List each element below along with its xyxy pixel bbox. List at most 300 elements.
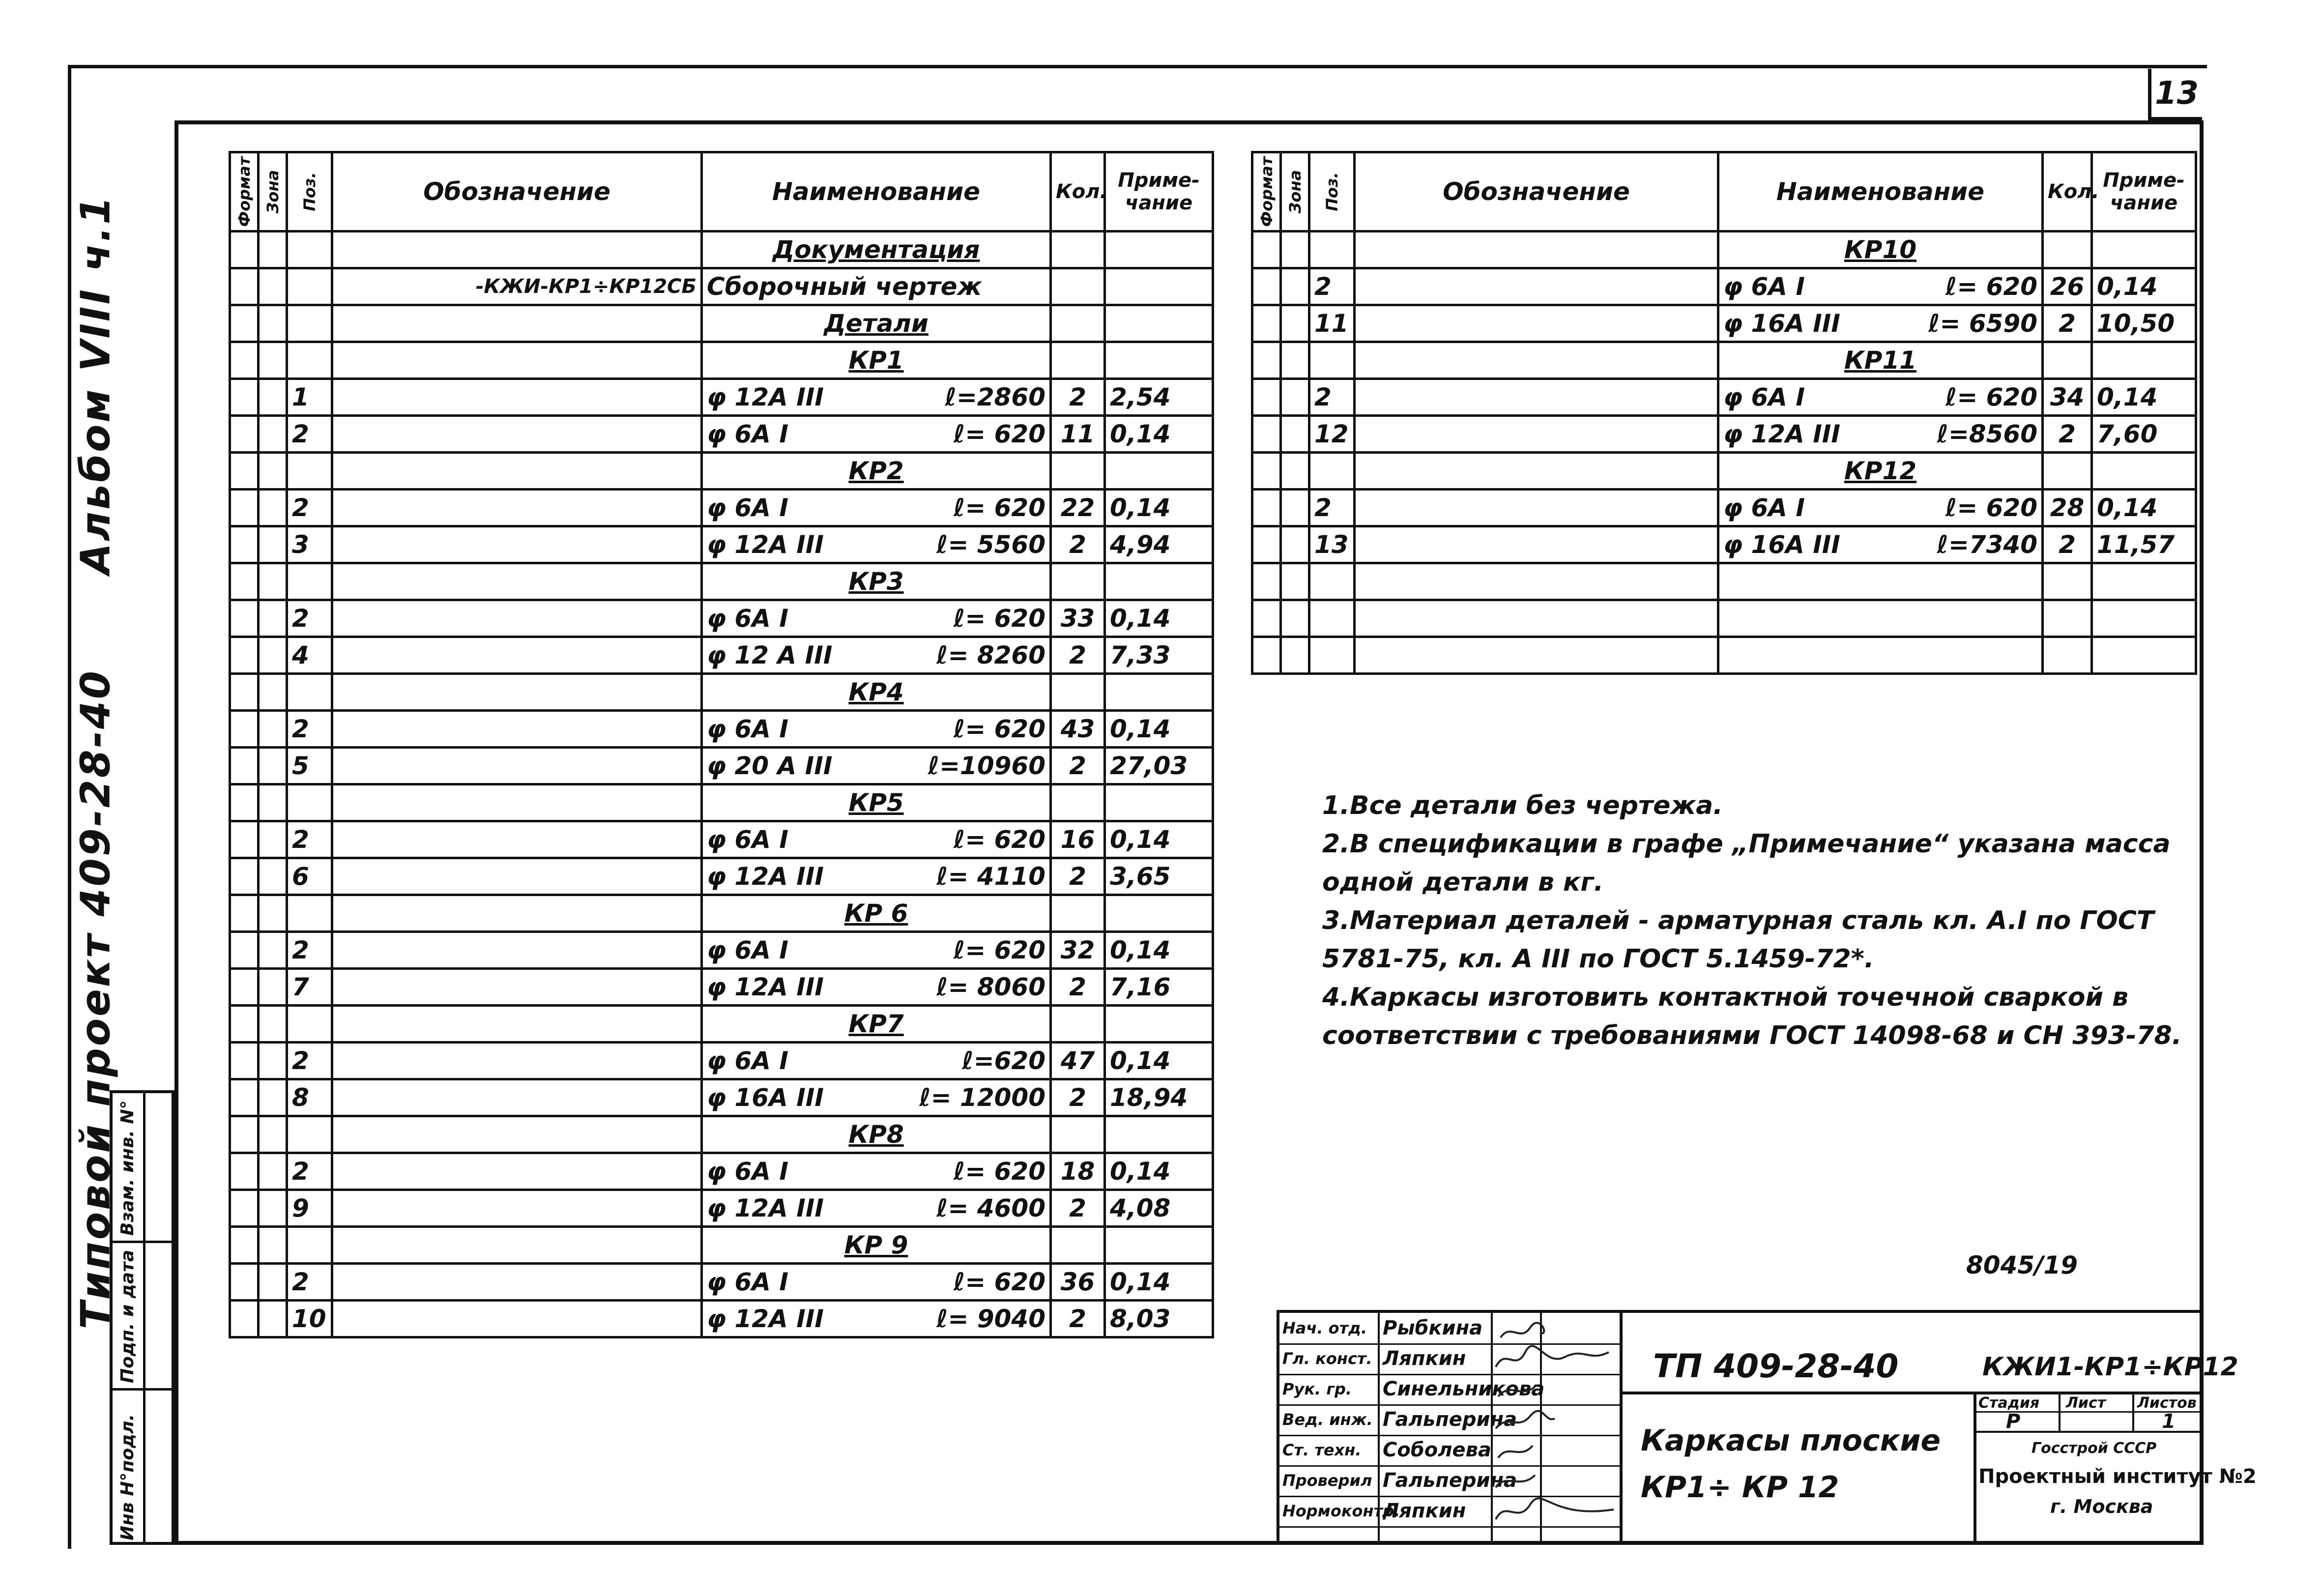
section-title: Документация bbox=[772, 235, 980, 264]
cell-pos bbox=[1309, 600, 1355, 637]
cell-format bbox=[230, 268, 259, 305]
cell-qty: 2 bbox=[1051, 1301, 1105, 1337]
cell-designation bbox=[332, 1264, 702, 1301]
item-length: ℓ= 9040 bbox=[936, 1305, 1045, 1333]
tb-sheet-label: Лист bbox=[2066, 1394, 2106, 1412]
cell-name bbox=[1718, 453, 2043, 490]
cell-note bbox=[2092, 453, 2196, 490]
cell-note: 18,94 bbox=[1105, 1079, 1213, 1116]
cell-format bbox=[230, 1006, 259, 1043]
cell-note bbox=[2092, 600, 2196, 637]
cell-pos bbox=[287, 268, 332, 305]
cell-name bbox=[1718, 305, 2043, 342]
cell-note: 11,57 bbox=[2092, 526, 2196, 563]
cell-name bbox=[702, 932, 1051, 969]
cell-format bbox=[230, 1116, 259, 1153]
cell-designation bbox=[332, 932, 702, 969]
name-wrap bbox=[707, 1157, 1045, 1186]
cell-pos: 2 bbox=[287, 1264, 332, 1301]
cell-designation bbox=[332, 600, 702, 637]
cell-note: 0,14 bbox=[1105, 600, 1213, 637]
stamp-label-inv: Инв Н°подл. bbox=[117, 1414, 138, 1540]
item-name: φ 6A I bbox=[707, 1157, 789, 1186]
cell-format bbox=[230, 821, 259, 858]
cell-zone bbox=[259, 711, 287, 748]
cell-format bbox=[230, 1227, 259, 1264]
cell-format bbox=[230, 1079, 259, 1116]
cell-designation bbox=[332, 379, 702, 416]
cell-qty: 2 bbox=[1051, 1190, 1105, 1227]
section-row bbox=[230, 305, 1213, 342]
cell-note bbox=[2092, 232, 2196, 268]
section-title: КР7 bbox=[848, 1010, 904, 1038]
cell-pos bbox=[287, 1227, 332, 1264]
cell-designation bbox=[1355, 379, 1718, 416]
cell-zone bbox=[259, 1079, 287, 1116]
cell-zone bbox=[259, 1153, 287, 1190]
item-name: Сборочный чертеж bbox=[707, 272, 982, 301]
tb-person-name: Ляпкин bbox=[1383, 1500, 1466, 1522]
table-row bbox=[230, 600, 1213, 637]
table-row bbox=[230, 1079, 1213, 1116]
tb-title-1: Каркасы плоские bbox=[1641, 1423, 1941, 1458]
cell-qty bbox=[1051, 342, 1105, 379]
cell-note bbox=[2092, 342, 2196, 379]
section-row bbox=[230, 453, 1213, 490]
table-row bbox=[230, 1043, 1213, 1079]
section-row bbox=[230, 895, 1213, 932]
cell-zone bbox=[1281, 268, 1309, 305]
cell-name bbox=[702, 232, 1051, 268]
cell-format bbox=[230, 969, 259, 1006]
cell-qty: 36 bbox=[1051, 1264, 1105, 1301]
cell-zone bbox=[1281, 563, 1309, 600]
cell-qty: 32 bbox=[1051, 932, 1105, 969]
col-name: Наименование bbox=[1718, 152, 2043, 232]
col-note: Приме-чание bbox=[1105, 152, 1213, 232]
cell-format bbox=[230, 637, 259, 674]
item-name: φ 6A I bbox=[707, 420, 789, 448]
stamp-label-sign: Подп. и дата bbox=[117, 1249, 138, 1383]
table-row bbox=[1252, 268, 2196, 305]
cell-pos: 12 bbox=[1309, 416, 1355, 453]
cell-qty bbox=[2043, 453, 2092, 490]
cell-note bbox=[1105, 342, 1213, 379]
cell-note: 0,14 bbox=[2092, 379, 2196, 416]
name-wrap bbox=[1723, 383, 2037, 411]
cell-pos: 9 bbox=[287, 1190, 332, 1227]
cell-pos: 2 bbox=[1309, 268, 1355, 305]
tb-sheets-label: Листов bbox=[2137, 1394, 2197, 1412]
table-row bbox=[230, 1153, 1213, 1190]
cell-qty: 11 bbox=[1051, 416, 1105, 453]
cell-zone bbox=[1281, 600, 1309, 637]
cell-zone bbox=[259, 490, 287, 526]
cell-format bbox=[230, 342, 259, 379]
cell-zone bbox=[259, 416, 287, 453]
cell-qty bbox=[1051, 305, 1105, 342]
cell-pos bbox=[287, 674, 332, 711]
cell-format bbox=[1252, 637, 1281, 674]
cell-note: 0,14 bbox=[2092, 268, 2196, 305]
cell-format bbox=[230, 490, 259, 526]
cell-format bbox=[1252, 268, 1281, 305]
cell-zone bbox=[259, 1301, 287, 1337]
cell-zone bbox=[259, 821, 287, 858]
cell-pos bbox=[287, 784, 332, 821]
section-title: КР2 bbox=[848, 457, 904, 485]
cell-format bbox=[230, 379, 259, 416]
cell-designation bbox=[332, 748, 702, 784]
cell-note bbox=[2092, 637, 2196, 674]
cell-note: 0,14 bbox=[1105, 1153, 1213, 1190]
cell-pos bbox=[287, 305, 332, 342]
section-title: КР11 bbox=[1844, 346, 1917, 375]
cell-qty: 47 bbox=[1051, 1043, 1105, 1079]
cell-pos: 2 bbox=[1309, 379, 1355, 416]
cell-name bbox=[702, 305, 1051, 342]
cell-name bbox=[702, 748, 1051, 784]
name-wrap bbox=[707, 493, 1045, 522]
item-name: φ 12 A III bbox=[707, 641, 833, 669]
cell-qty: 34 bbox=[2043, 379, 2092, 416]
cell-format bbox=[230, 1301, 259, 1337]
cell-designation bbox=[332, 674, 702, 711]
section-title: КР1 bbox=[848, 346, 904, 375]
cell-pos bbox=[1309, 563, 1355, 600]
cell-zone bbox=[259, 342, 287, 379]
section-title: КР12 bbox=[1844, 457, 1917, 485]
table-row bbox=[230, 490, 1213, 526]
table-row bbox=[1252, 600, 2196, 637]
table-row bbox=[230, 637, 1213, 674]
item-length: ℓ=7340 bbox=[1937, 530, 2037, 559]
cell-note: 4,94 bbox=[1105, 526, 1213, 563]
item-length: ℓ=620 bbox=[962, 1046, 1045, 1075]
section-row bbox=[1252, 342, 2196, 379]
section-row bbox=[230, 563, 1213, 600]
cell-zone bbox=[259, 1116, 287, 1153]
item-name: φ 16A III bbox=[707, 1083, 824, 1112]
cell-designation bbox=[1355, 637, 1718, 674]
item-name: φ 6A I bbox=[1723, 272, 1805, 301]
cell-note bbox=[1105, 895, 1213, 932]
cell-designation bbox=[1355, 268, 1718, 305]
cell-note: 0,14 bbox=[2092, 490, 2196, 526]
col-pos: Поз. bbox=[300, 172, 319, 211]
cell-note: 0,14 bbox=[1105, 932, 1213, 969]
note-item: 3.Материал деталей - арматурная сталь кл. A.I по ГОСТ 5781-75, кл. A III по ГОСТ 5.1459-72*. bbox=[1322, 906, 2154, 974]
cell-format bbox=[1252, 526, 1281, 563]
section-title: КР8 bbox=[848, 1120, 904, 1149]
cell-format bbox=[230, 453, 259, 490]
col-qty: Кол. bbox=[2043, 152, 2092, 232]
cell-note bbox=[1105, 1006, 1213, 1043]
section-row bbox=[230, 342, 1213, 379]
section-row bbox=[1252, 232, 2196, 268]
cell-note: 27,03 bbox=[1105, 748, 1213, 784]
cell-pos bbox=[1309, 637, 1355, 674]
name-wrap bbox=[707, 1083, 1045, 1112]
tb-role: Нач. отд. bbox=[1282, 1319, 1367, 1337]
table-row bbox=[230, 711, 1213, 748]
cell-designation bbox=[332, 895, 702, 932]
cell-qty: 22 bbox=[1051, 490, 1105, 526]
album-title: Альбом VIII ч.1 bbox=[72, 194, 119, 575]
item-name: φ 6A I bbox=[707, 1268, 789, 1296]
cell-qty: 2 bbox=[1051, 748, 1105, 784]
cell-zone bbox=[259, 1043, 287, 1079]
cell-designation bbox=[1355, 453, 1718, 490]
cell-designation bbox=[1355, 232, 1718, 268]
cell-zone bbox=[1281, 232, 1309, 268]
cell-name bbox=[702, 674, 1051, 711]
tb-org-3: г. Москва bbox=[2050, 1496, 2153, 1517]
cell-qty bbox=[1051, 1227, 1105, 1264]
cell-qty: 2 bbox=[2043, 305, 2092, 342]
cell-pos bbox=[287, 232, 332, 268]
table-row bbox=[1252, 563, 2196, 600]
cell-pos bbox=[1309, 453, 1355, 490]
cell-designation bbox=[1355, 490, 1718, 526]
cell-format bbox=[230, 600, 259, 637]
name-wrap bbox=[1723, 272, 2037, 301]
col-designation: Обозначение bbox=[332, 152, 702, 232]
cell-designation bbox=[332, 305, 702, 342]
cell-designation bbox=[332, 490, 702, 526]
cell-zone bbox=[1281, 416, 1309, 453]
cell-designation bbox=[332, 1043, 702, 1079]
cell-format bbox=[1252, 379, 1281, 416]
cell-pos: 2 bbox=[287, 416, 332, 453]
cell-designation bbox=[1355, 600, 1718, 637]
item-name: φ 20 A III bbox=[707, 752, 833, 780]
cell-format bbox=[230, 858, 259, 895]
cell-note bbox=[1105, 674, 1213, 711]
cell-format bbox=[230, 416, 259, 453]
cell-pos: 2 bbox=[287, 490, 332, 526]
cell-note: 8,03 bbox=[1105, 1301, 1213, 1337]
section-title: КР 9 bbox=[844, 1231, 908, 1259]
cell-qty: 16 bbox=[1051, 821, 1105, 858]
cell-designation bbox=[332, 232, 702, 268]
item-name: φ 6A I bbox=[707, 936, 789, 964]
name-wrap bbox=[707, 530, 1045, 559]
item-name: φ 6A I bbox=[707, 715, 789, 743]
cell-pos: 4 bbox=[287, 637, 332, 674]
table-row bbox=[230, 268, 1213, 305]
cell-name bbox=[702, 1043, 1051, 1079]
col-format: Формат bbox=[1257, 156, 1276, 227]
cell-format bbox=[1252, 342, 1281, 379]
table-row bbox=[230, 379, 1213, 416]
cell-format bbox=[1252, 416, 1281, 453]
cell-zone bbox=[259, 453, 287, 490]
item-length: ℓ= 8060 bbox=[936, 973, 1045, 1001]
notes bbox=[1322, 786, 2187, 1055]
item-length: ℓ= 620 bbox=[953, 604, 1045, 633]
cell-pos: 2 bbox=[287, 821, 332, 858]
item-name: φ 6A I bbox=[707, 1046, 789, 1075]
col-name: Наименование bbox=[702, 152, 1051, 232]
cell-format bbox=[230, 895, 259, 932]
cell-designation bbox=[332, 858, 702, 895]
note-item: 4.Каркасы изготовить контактной точечной сваркой в соответствии с требованиями ГОСТ 14098-68 и СН 393-78. bbox=[1322, 983, 2182, 1050]
cell-pos: 8 bbox=[287, 1079, 332, 1116]
cell-format bbox=[230, 1264, 259, 1301]
name-wrap bbox=[1723, 530, 2037, 559]
cell-zone bbox=[259, 748, 287, 784]
section-row bbox=[1252, 453, 2196, 490]
item-name: φ 16A III bbox=[1723, 530, 1841, 559]
tb-org-1: Госстрой СССР bbox=[2032, 1440, 2157, 1457]
cell-zone bbox=[259, 784, 287, 821]
cell-zone bbox=[1281, 453, 1309, 490]
cell-note bbox=[1105, 1116, 1213, 1153]
cell-pos: 11 bbox=[1309, 305, 1355, 342]
cell-zone bbox=[259, 674, 287, 711]
cell-qty bbox=[2043, 600, 2092, 637]
cell-name bbox=[702, 1264, 1051, 1301]
cell-format bbox=[1252, 490, 1281, 526]
table-row bbox=[1252, 305, 2196, 342]
cell-qty: 33 bbox=[1051, 600, 1105, 637]
name-wrap bbox=[1723, 309, 2037, 338]
cell-name bbox=[1718, 490, 2043, 526]
item-name: φ 6A I bbox=[707, 493, 789, 522]
cell-pos: 2 bbox=[287, 711, 332, 748]
item-length: ℓ= 8260 bbox=[936, 641, 1045, 669]
cell-name bbox=[702, 821, 1051, 858]
section-title: Детали bbox=[824, 309, 929, 338]
cell-format bbox=[1252, 563, 1281, 600]
item-length: ℓ= 5560 bbox=[936, 530, 1045, 559]
item-name: φ 12A III bbox=[707, 862, 824, 891]
cell-zone bbox=[259, 858, 287, 895]
sheet-number: 13 bbox=[2148, 69, 2202, 120]
cell-name bbox=[702, 563, 1051, 600]
cell-qty: 2 bbox=[2043, 416, 2092, 453]
cell-note bbox=[1105, 563, 1213, 600]
item-length: ℓ= 620 bbox=[953, 493, 1045, 522]
item-name: φ 12A III bbox=[707, 530, 824, 559]
table-row bbox=[230, 821, 1213, 858]
cell-format bbox=[230, 784, 259, 821]
cell-pos bbox=[287, 563, 332, 600]
item-length: ℓ=10960 bbox=[928, 752, 1045, 780]
cell-designation bbox=[332, 969, 702, 1006]
cell-zone bbox=[1281, 342, 1309, 379]
cell-pos: 1 bbox=[287, 379, 332, 416]
cell-qty: 2 bbox=[2043, 526, 2092, 563]
cell-pos bbox=[287, 895, 332, 932]
cell-zone bbox=[259, 232, 287, 268]
cell-format bbox=[230, 305, 259, 342]
cell-name bbox=[702, 784, 1051, 821]
cell-format bbox=[230, 526, 259, 563]
table-row bbox=[1252, 490, 2196, 526]
cell-qty: 26 bbox=[2043, 268, 2092, 305]
item-length: ℓ= 620 bbox=[953, 420, 1045, 448]
cell-qty bbox=[2043, 342, 2092, 379]
note-item: 2.В спецификации в графе „Примечание“ указана масса одной детали в кг. bbox=[1322, 829, 2171, 897]
cell-qty bbox=[1051, 895, 1105, 932]
tb-project: ТП 409-28-40 bbox=[1653, 1347, 1899, 1385]
cell-zone bbox=[259, 526, 287, 563]
item-name: φ 6A I bbox=[1723, 383, 1805, 411]
cell-designation bbox=[1355, 416, 1718, 453]
cell-designation bbox=[332, 784, 702, 821]
item-name: φ 6A I bbox=[707, 604, 789, 633]
section-row bbox=[230, 232, 1213, 268]
cell-zone bbox=[259, 1190, 287, 1227]
cell-qty bbox=[1051, 674, 1105, 711]
cell-name bbox=[702, 969, 1051, 1006]
cell-designation bbox=[1355, 563, 1718, 600]
section-title: КР3 bbox=[848, 567, 904, 596]
cell-qty bbox=[2043, 232, 2092, 268]
cell-name bbox=[1718, 637, 2043, 674]
cell-designation bbox=[332, 453, 702, 490]
cell-qty bbox=[2043, 563, 2092, 600]
cell-name bbox=[702, 526, 1051, 563]
cell-designation bbox=[332, 821, 702, 858]
cell-designation bbox=[332, 1190, 702, 1227]
cell-qty bbox=[1051, 232, 1105, 268]
table-header bbox=[1252, 152, 2196, 232]
tb-person-name: Соболева bbox=[1383, 1439, 1491, 1461]
tb-role: Гл. конст. bbox=[1282, 1349, 1372, 1368]
cell-designation bbox=[332, 1301, 702, 1337]
cell-designation bbox=[1355, 342, 1718, 379]
name-wrap bbox=[1723, 493, 2037, 522]
cell-pos: 13 bbox=[1309, 526, 1355, 563]
tb-title-2: КР1÷ КР 12 bbox=[1641, 1470, 1839, 1505]
cell-zone bbox=[259, 379, 287, 416]
cell-qty: 2 bbox=[1051, 526, 1105, 563]
cell-format bbox=[230, 674, 259, 711]
cell-zone bbox=[259, 600, 287, 637]
item-length: ℓ=2860 bbox=[945, 383, 1045, 411]
cell-qty: 2 bbox=[1051, 1079, 1105, 1116]
cell-pos: 7 bbox=[287, 969, 332, 1006]
cell-zone bbox=[1281, 490, 1309, 526]
cell-name bbox=[1718, 379, 2043, 416]
cell-name bbox=[702, 342, 1051, 379]
name-wrap bbox=[707, 1268, 1045, 1296]
tb-mark: КЖИ1-КР1÷КР12 bbox=[1982, 1352, 2238, 1382]
section-title: КР 6 bbox=[844, 899, 908, 928]
tb-person-name: Синельникова bbox=[1383, 1378, 1545, 1400]
cell-format bbox=[230, 711, 259, 748]
cell-zone bbox=[259, 1227, 287, 1264]
cell-designation bbox=[332, 1116, 702, 1153]
cell-pos bbox=[1309, 342, 1355, 379]
item-length: ℓ= 620 bbox=[953, 936, 1045, 964]
cell-name bbox=[702, 1227, 1051, 1264]
name-wrap bbox=[707, 1194, 1045, 1222]
cell-note: 3,65 bbox=[1105, 858, 1213, 895]
section-title: КР4 bbox=[848, 678, 904, 706]
cell-qty: 2 bbox=[1051, 637, 1105, 674]
name-wrap bbox=[707, 272, 1045, 301]
cell-zone bbox=[1281, 637, 1309, 674]
cell-qty: 2 bbox=[1051, 379, 1105, 416]
cell-zone bbox=[259, 637, 287, 674]
item-length: ℓ=8560 bbox=[1937, 420, 2037, 448]
cell-pos bbox=[1309, 232, 1355, 268]
table-row bbox=[230, 858, 1213, 895]
